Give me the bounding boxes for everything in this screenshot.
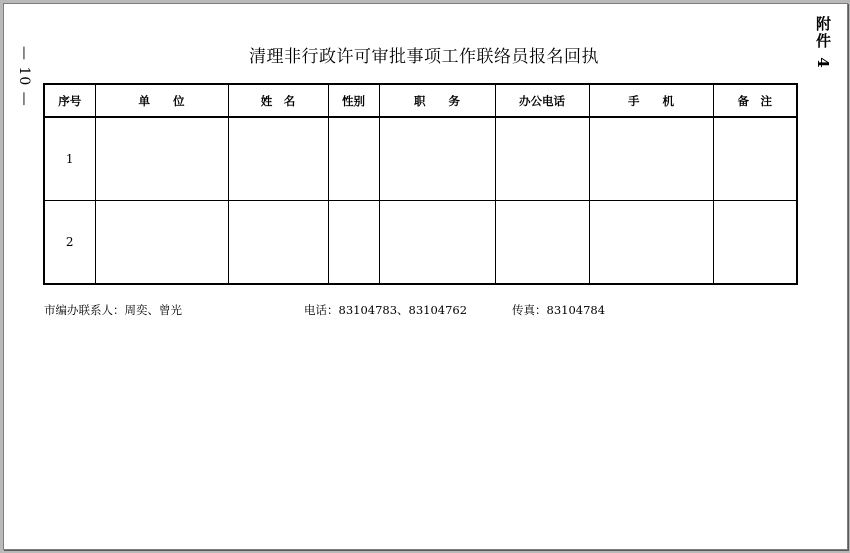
registration-table [43, 83, 798, 285]
cell-mobile [589, 117, 713, 201]
cell-position [379, 117, 495, 201]
cell-office-phone [495, 201, 589, 285]
contact-phone: 电话：83104783、83104762 [304, 303, 468, 317]
header-name: 姓 名 [228, 84, 328, 117]
document-page [3, 3, 848, 550]
cell-position [379, 201, 495, 285]
document-title: 清理非行政许可审批事项工作联络员报名回执 [249, 47, 599, 67]
header-remarks: 备 注 [713, 84, 797, 117]
cell-name [228, 117, 328, 201]
cell-unit [95, 201, 228, 285]
cell-serial: 2 [44, 201, 95, 285]
contact-fax: 传真：83104784 [512, 303, 606, 317]
contact-person: 市编办联系人：周奕、曾光 [44, 303, 182, 317]
header-serial: 序号 [44, 84, 95, 117]
header-office-phone: 办公电话 [495, 84, 589, 117]
cell-remarks [713, 201, 797, 285]
table-row [44, 201, 797, 285]
cell-name [228, 201, 328, 285]
cell-serial: 1 [44, 117, 95, 201]
cell-mobile [589, 201, 713, 285]
cell-office-phone [495, 117, 589, 201]
cell-remarks [713, 117, 797, 201]
header-unit: 单 位 [95, 84, 228, 117]
header-mobile: 手 机 [589, 84, 713, 117]
table-row [44, 117, 797, 201]
cell-gender [328, 201, 379, 285]
header-gender: 性别 [328, 84, 379, 117]
table-header-row [44, 84, 797, 117]
cell-unit [95, 117, 228, 201]
page-number: — 10 — [16, 45, 32, 107]
header-position: 职 务 [379, 84, 495, 117]
attachment-label: 附件 4 [814, 16, 832, 70]
cell-gender [328, 117, 379, 201]
